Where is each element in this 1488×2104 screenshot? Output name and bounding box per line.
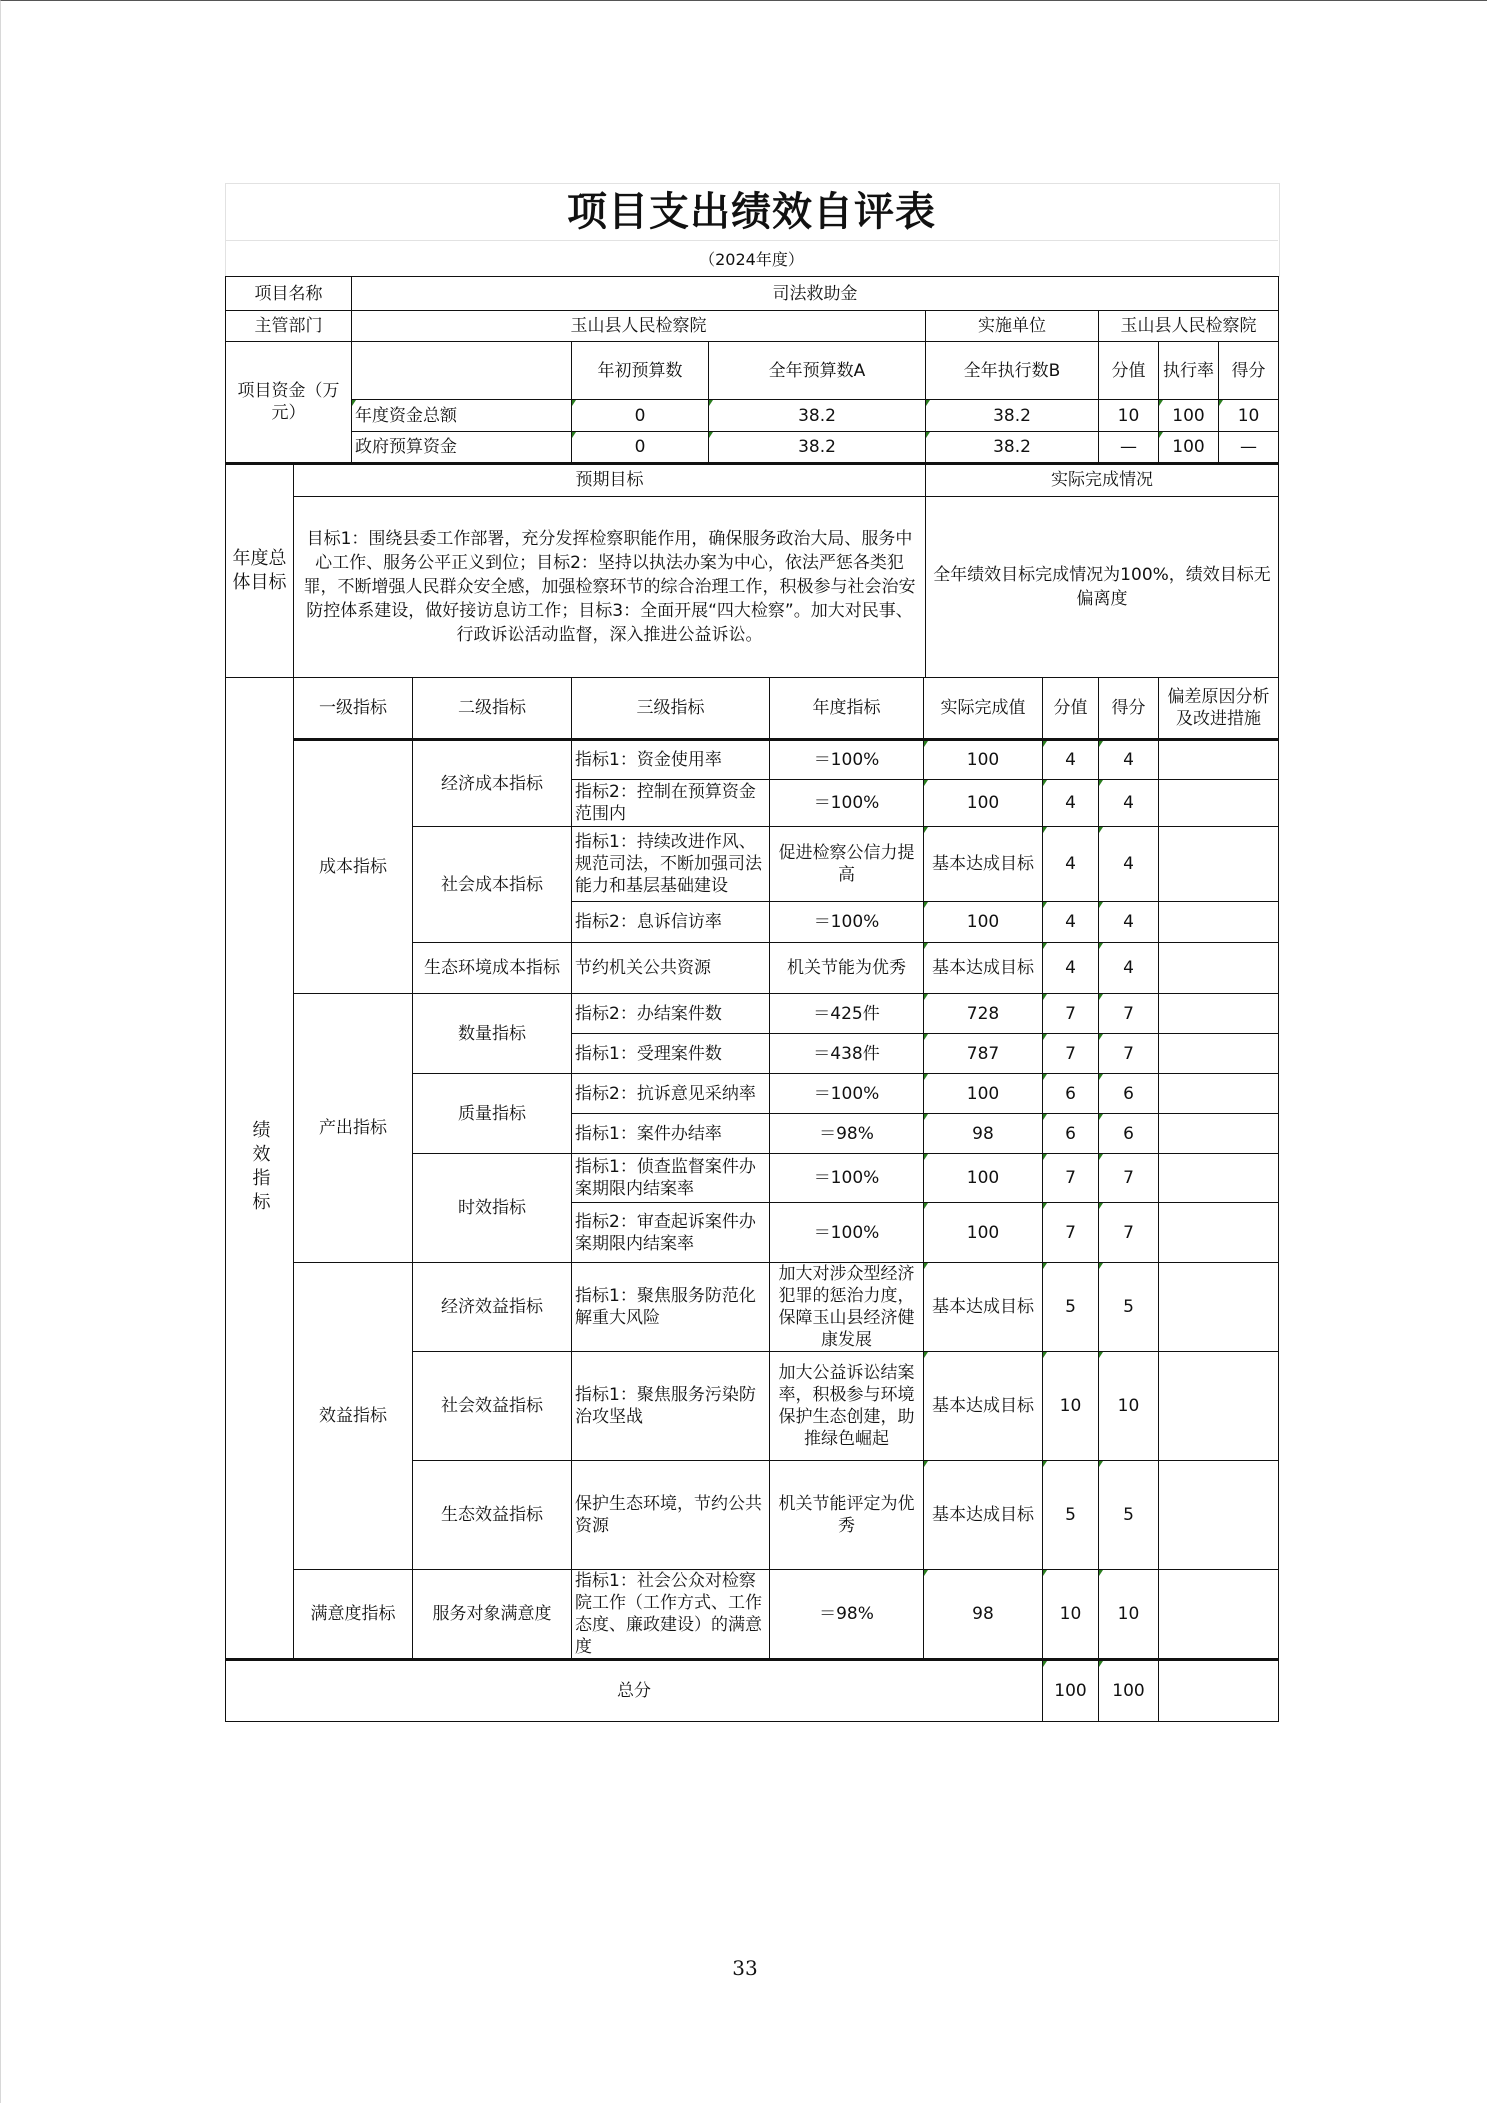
level2-indicator: 质量指标 [413,1074,572,1154]
funds-header: 年初预算数 [572,342,709,400]
level3-indicator: 指标2：办结案件数 [572,994,770,1034]
actual-value: 基本达成目标 [924,827,1043,902]
level3-indicator: 保护生态环境，节约公共资源 [572,1461,770,1570]
indicator-row [226,740,1279,780]
annual-target: ＝425件 [770,994,924,1034]
funds-header-blank [352,342,572,400]
score-value: 4 [1099,740,1159,780]
score-value: 10 [1099,1570,1159,1660]
weight-value: 4 [1043,780,1099,827]
weight-value: 6 [1043,1074,1099,1114]
funds-row [226,432,1279,464]
score-value: 6 [1099,1114,1159,1154]
level2-indicator: 服务对象满意度 [413,1570,572,1660]
level3-indicator: 节约机关公共资源 [572,943,770,994]
deviation-note [1159,1154,1279,1203]
actual-value: 基本达成目标 [924,1263,1043,1352]
goals-label-text: 年度总体目标 [232,547,287,593]
deviation-note [1159,1114,1279,1154]
funds-header: 分值 [1099,342,1159,400]
indicators-header-row [226,678,1279,740]
weight-value: 7 [1043,1203,1099,1263]
weight-value: 10 [1043,1570,1099,1660]
funds-row-name: 年度资金总额 [352,400,572,432]
indicators-label-text: 绩效指标 [249,1120,271,1216]
funds-annual: 38.2 [709,400,926,432]
level3-indicator: 指标1：社会公众对检察院工作（工作方式、工作态度、廉政建设）的满意度 [572,1570,770,1660]
score-value: 5 [1099,1263,1159,1352]
info-table [225,276,1279,465]
score-value: 4 [1099,780,1159,827]
indicators-header: 实际完成值 [924,678,1043,740]
total-weight: 100 [1043,1660,1099,1722]
annual-target: ＝100% [770,1203,924,1263]
funds-rate: 100 [1159,432,1219,464]
page-title: 项目支出绩效自评表 [567,188,936,235]
level2-indicator: 数量指标 [413,994,572,1074]
indicators-header: 得分 [1099,678,1159,740]
weight-value: 7 [1043,1154,1099,1203]
deviation-note [1159,1074,1279,1114]
level3-indicator: 指标2：审查起诉案件办案期限内结案率 [572,1203,770,1263]
deviation-note [1159,943,1279,994]
weight-value: 6 [1043,1114,1099,1154]
deviation-note [1159,1263,1279,1352]
actual-value: 100 [924,740,1043,780]
level3-indicator: 指标1：聚焦服务污染防治攻坚战 [572,1352,770,1461]
level3-indicator: 指标2：控制在预算资金范围内 [572,780,770,827]
funds-initial: 0 [572,432,709,464]
level3-indicator: 指标1：受理案件数 [572,1034,770,1074]
total-score: 100 [1099,1660,1159,1722]
level1-indicator: 成本指标 [294,740,413,994]
funds-executed: 38.2 [926,400,1099,432]
score-value: 7 [1099,1203,1159,1263]
page-subtitle: （2024年度） [699,250,804,269]
score-value: 4 [1099,943,1159,994]
level1-indicator: 效益指标 [294,1263,413,1570]
funds-header: 得分 [1219,342,1279,400]
score-value: 4 [1099,902,1159,943]
funds-weight: — [1099,432,1159,464]
indicator-row [226,1570,1279,1660]
level3-indicator: 指标2：抗诉意见采纳率 [572,1074,770,1114]
deviation-note [1159,780,1279,827]
weight-value: 4 [1043,827,1099,902]
weight-value: 5 [1043,1461,1099,1570]
weight-value: 7 [1043,994,1099,1034]
actual-value: 98 [924,1114,1043,1154]
indicators-header: 年度指标 [770,678,924,740]
actual-value: 98 [924,1570,1043,1660]
level2-indicator: 时效指标 [413,1154,572,1263]
goals-label [226,464,294,678]
annual-target: 机关节能为优秀 [770,943,924,994]
deviation-note [1159,1203,1279,1263]
score-value: 7 [1099,1034,1159,1074]
indicators-header: 一级指标 [294,678,413,740]
deviation-note [1159,827,1279,902]
score-value: 4 [1099,827,1159,902]
annual-target: ＝100% [770,902,924,943]
actual-value: 基本达成目标 [924,1461,1043,1570]
score-value: 5 [1099,1461,1159,1570]
funds-label-text: 项目资金（万元） [237,381,340,423]
level2-indicator: 社会效益指标 [413,1352,572,1461]
impl-value: 玉山县人民检察院 [1099,311,1279,342]
indicators-header: 三级指标 [572,678,770,740]
expected-goals-text: 目标1：围绕县委工作部署，充分发挥检察职能作用，确保服务政治大局、服务中心工作、服务公平正义到位；目标2：坚持以执法办案为中心，依法严惩各类犯罪，不断增强人民群众安全感，加强检察环节的综合治理工作，积极参与社会治安防控体系建设，做好接访息访工作；目标3：全面开展“四大检察”。加大对民事、行政诉讼活动监督，深入推进公益诉讼。 [294,497,926,678]
level3-indicator: 指标1：案件办结率 [572,1114,770,1154]
level3-indicator: 指标1：持续改进作风、规范司法，不断加强司法能力和基层基础建设 [572,827,770,902]
indicator-row [226,1263,1279,1352]
funds-initial: 0 [572,400,709,432]
funds-row [226,400,1279,432]
indicators-header: 二级指标 [413,678,572,740]
actual-value: 100 [924,1074,1043,1114]
actual-value: 基本达成目标 [924,943,1043,994]
page-number: 33 [732,1956,758,1980]
annual-target: ＝438件 [770,1034,924,1074]
funds-weight: 10 [1099,400,1159,432]
level2-indicator: 生态环境成本指标 [413,943,572,994]
indicators-table [225,677,1279,1722]
weight-value: 5 [1043,1263,1099,1352]
total-label: 总分 [226,1660,1043,1722]
annual-target: 机关节能评定为优秀 [770,1461,924,1570]
level3-indicator: 指标1：资金使用率 [572,740,770,780]
funds-row-name: 政府预算资金 [352,432,572,464]
annual-target: ＝100% [770,740,924,780]
goals-table [225,463,1279,678]
annual-target: 加大对涉众型经济犯罪的惩治力度，保障玉山县经济健康发展 [770,1263,924,1352]
deviation-note [1159,1461,1279,1570]
annual-target: 加大公益诉讼结案率，积极参与环境保护生态创建，助推绿色崛起 [770,1352,924,1461]
weight-value: 10 [1043,1352,1099,1461]
project-name-label: 项目名称 [226,277,352,311]
weight-value: 7 [1043,1034,1099,1074]
level2-indicator: 经济效益指标 [413,1263,572,1352]
level2-indicator: 经济成本指标 [413,740,572,827]
level3-indicator: 指标1：侦查监督案件办案期限内结案率 [572,1154,770,1203]
funds-annual: 38.2 [709,432,926,464]
project-name-value: 司法救助金 [352,277,1279,311]
annual-target: ＝98% [770,1114,924,1154]
deviation-note [1159,740,1279,780]
indicators-label [226,678,294,1660]
level1-indicator: 满意度指标 [294,1570,413,1660]
actual-value: 100 [924,902,1043,943]
dept-label: 主管部门 [226,311,352,342]
actual-value: 100 [924,1154,1043,1203]
annual-target: 促进检察公信力提高 [770,827,924,902]
indicators-header: 偏差原因分析及改进措施 [1159,678,1279,740]
level2-indicator: 社会成本指标 [413,827,572,943]
annual-target: ＝100% [770,780,924,827]
dept-value: 玉山县人民检察院 [352,311,926,342]
deviation-note [1159,994,1279,1034]
annual-target: ＝100% [770,1074,924,1114]
actual-value: 100 [924,1203,1043,1263]
title-separator [225,240,1278,241]
funds-rate: 100 [1159,400,1219,432]
indicators-header: 分值 [1043,678,1099,740]
deviation-note [1159,902,1279,943]
deviation-note [1159,1034,1279,1074]
score-value: 7 [1099,1154,1159,1203]
actual-header: 实际完成情况 [926,464,1279,497]
deviation-note [1159,1352,1279,1461]
actual-value: 787 [924,1034,1043,1074]
impl-label: 实施单位 [926,311,1099,342]
level2-indicator: 生态效益指标 [413,1461,572,1570]
level3-indicator: 指标1：聚焦服务防范化解重大风险 [572,1263,770,1352]
level3-indicator: 指标2：息诉信访率 [572,902,770,943]
expected-header: 预期目标 [294,464,926,497]
funds-score: — [1219,432,1279,464]
funds-header: 全年预算数A [709,342,926,400]
weight-value: 4 [1043,943,1099,994]
score-value: 7 [1099,994,1159,1034]
annual-target: ＝98% [770,1570,924,1660]
funds-label [226,342,352,464]
actual-value: 基本达成目标 [924,1352,1043,1461]
score-value: 6 [1099,1074,1159,1114]
weight-value: 4 [1043,902,1099,943]
total-note [1159,1660,1279,1722]
deviation-note [1159,1570,1279,1660]
indicator-row [226,994,1279,1034]
score-value: 10 [1099,1352,1159,1461]
annual-target: ＝100% [770,1154,924,1203]
funds-header: 执行率 [1159,342,1219,400]
actual-value: 728 [924,994,1043,1034]
funds-header: 全年执行数B [926,342,1099,400]
funds-executed: 38.2 [926,432,1099,464]
total-row [226,1660,1279,1722]
actual-goals-text: 全年绩效目标完成情况为100%，绩效目标无偏离度 [926,497,1279,678]
funds-score: 10 [1219,400,1279,432]
level1-indicator: 产出指标 [294,994,413,1263]
actual-value: 100 [924,780,1043,827]
weight-value: 4 [1043,740,1099,780]
